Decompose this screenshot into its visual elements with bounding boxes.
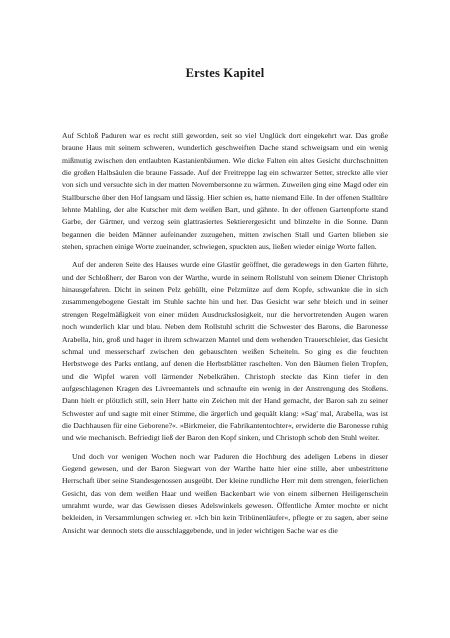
paragraph-3: Und doch vor wenigen Wochen noch war Paduren die Hochburg des adeligen Lebens in dieser Gegend gewesen, und der Baron Siegwart von der Warthe hatte hier eine stille, aber unbestrittene Herrschaft über seine Standesgenossen ausgeübt. Der kleine rundliche Herr mit dem strengen, feierlichen Gesicht, das von dem weißen Haar und weißen Backenbart wie von einem silbernen Heiligenschein umrahmt wurde, war das Gewissen dieses Adelswinkels gewesen. Öffentliche Ämter mochte er nicht bekleiden, in Versammlungen schwieg er. »Ich bin kein Tribünenläufer«, pflegte er zu sagen, aber seine Ansicht war dennoch stets die ausschlaggebende, und in jeder wichtigen Sache war es die: [62, 451, 388, 535]
paragraph-1: Auf Schloß Paduren war es recht still geworden, seit so viel Unglück dort eingekehrt war. Das große braune Haus mit seinem schweren, wunderlich geschweiften Dache stand schweigsam und ein wenig mißmutig zwischen den entlaubten Kastanienbäumen. Wie dicke Falten ein altes Gesicht durchschnitten die großen Halbsäulen die braune Fassade. Auf der Freitreppe lag ein schwarzer Setter, streckte alle vier von sich und versuchte sich in der matten Novembersonne zu wärmen. Zuweilen ging eine Magd oder ein Stallbursche über den Hof langsam und lässig. Hier schien es, hatte niemand Eile. In der offenen Stalltüre lehnte Mahling, der alte Kutscher mit dem weißen Bart, und gähnte. In der offenen Gartenpforte stand Garbe, der Gärtner, und verzog sein glattrasiertes Sektierergesicht und blinzelte in die Sonne. Dann begannen die beiden Männer aufeinander zuzugehen, mitten zwischen Stall und Garten blieben sie stehen, sprachen einige Worte zueinander, schwiegen, spuckten aus, ließen wieder einige Worte fallen.: [62, 131, 388, 252]
body-text: [62, 130, 388, 543]
chapter-title: Erstes Kapitel: [185, 66, 265, 80]
paragraph-2: Auf der anderen Seite des Hauses wurde eine Glastür geöffnet, die geradewegs in den Garten führte, und der Schloßherr, der Baron von der Warthe, wurde in seinem Rollstuhl von seinem Diener Christoph hinausgefahren. Dicht in seinen Pelz gehüllt, eine Pelzmütze auf dem Kopfe, schwankte die in sich zusammengebogene Gestalt im Stuhle sachte hin und her. Das Gesicht war sehr bleich und in seiner strengen Regelmäßigkeit von einer müden Ausdruckslosigkeit, nur die hervortretenden Augen waren noch wunderlich klar und blau. Neben dem Rollstuhl schritt die Schwester des Barons, die Baronesse Arabella, hin, groß und hager in ihrem schwarzen Mantel und dem wehenden Trauerschleier, das Gesicht schmal und messerscharf zwischen den gebauschten weißen Scheiteln. So ging es die feuchten Herbstwege des Parks entlang, auf denen die Herbstblätter raschelten. Von den Bäumen fielen Tropfen, und die Wipfel waren voll lärmender Nebelkrähen. Christoph steckte das Kinn tiefer in den aufgeschlagenen Kragen des Livreemantels und schnaufte ein wenig in der Anstrengung des Stoßens. Dann hielt er plötzlich still, sein Herr hatte ein Zeichen mit der Hand gemacht, der Baron sah zu seiner Schwester auf und sagte mit einer Stimme, die ärgerlich und gequält klang: »Sag' mal, Arabella, was ist die Dachhausen für eine Geborene?«. »Birkmeier, die Fabrikantentochter«, erwiderte die Baronesse ruhig und wie mechanisch. Befriedigt ließ der Baron den Kopf sinken, und Christoph schob den Stuhl weiter.: [62, 260, 388, 443]
